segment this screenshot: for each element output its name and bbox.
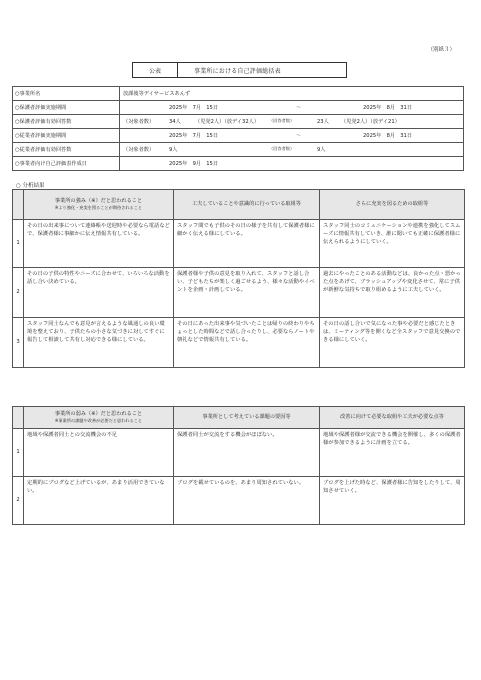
strength-cell: その日の出来事について連絡帳や送迎時や必要なら電話などで、保護者様に事細かに伝え情報共有している。 — [24, 220, 174, 268]
facility-name-label: ○事業所名 — [13, 87, 120, 101]
period-tilde: 〜 — [296, 133, 302, 139]
effort-header: 工夫していることや意識的に行っている取組等 — [174, 190, 320, 220]
improvement-cell: 過去にやったことのある活動などは、良かった点・悪かった点をあげて、ブラッシュアップや変化させて、常に子供が新鮮な気持ちで取り組めるように工夫していく。 — [320, 268, 465, 318]
num-header — [13, 190, 24, 220]
respondent-count-label: （回答者数） — [269, 118, 295, 123]
weakness-header-title: 事業所の弱み（※）だと思われること — [54, 411, 143, 418]
self-eval-date-label: ○事業者向け自己評価表作成日 — [13, 157, 120, 171]
effort-cell: その日にあった出来事や気づいたことは帰りの終わりやちょっとした時間などで話し合ったりし、必要ならノートや朝礼などで情報共有している。 — [174, 318, 320, 368]
staff-eval-start: 2025年 7月 15日 — [169, 133, 219, 139]
guardian-eval-count — [120, 115, 464, 129]
strength-cell: スタッフ同士なんでも意見が言えるような風通しの良い環境を整えており、子供たちの小さな気づきに対してすぐに報告して相談して共有し対応できる様にしている。 — [24, 318, 174, 368]
form-tag: （別紙３） — [427, 47, 455, 53]
guardian-eval-period-label: ○保護者評価実施期間 — [13, 101, 120, 115]
guardian-eval-start: 2025年 7月 15日 — [169, 105, 219, 111]
strength-cell: その日の子供の特性やニーズに合わせて、いろいろな活動を話し合い決めている。 — [24, 268, 174, 318]
improvement-header: さらに充実を図るための取組等 — [320, 190, 465, 220]
period-tilde: 〜 — [296, 105, 302, 111]
facility-name: 放課後等デイサービスあんず — [120, 87, 464, 101]
improvement-cell: スタッフ同士のコミュニケーションや連携を強化してスムーズに情報共有していき、誰に聞いても正確に保護者様に伝えられるようにしていく。 — [320, 220, 465, 268]
facility-info-table — [12, 86, 464, 171]
strength-header-note: ※より強化・充実を図ることが期待されること — [54, 205, 143, 211]
self-eval-date: 2025年 9月 15日 — [169, 161, 219, 167]
row-number: 2 — [13, 268, 24, 318]
guardian-target-detail: （児発2人）（放デイ32人） — [195, 119, 260, 125]
guardian-respondent-detail: （児発2人）（放デイ21） — [341, 119, 400, 125]
staff-eval-count-label: ○従業者評価有効回答数 — [13, 143, 120, 157]
num-header — [13, 407, 24, 429]
guardian-target-count: 34人 — [169, 119, 181, 125]
target-count-label: （対象者数） — [123, 119, 155, 125]
guardian-respondent-count: 23人 — [317, 119, 329, 125]
target-count-label: （対象者数） — [123, 147, 155, 153]
respondent-count-label: （回答者数） — [269, 146, 295, 151]
staff-respondent-count: 9人 — [317, 147, 326, 153]
row-number: 1 — [13, 429, 24, 477]
title-box — [132, 62, 347, 78]
improvement-cell: ブログを上げた時など、保護者様に告知をしたりして、周知させていく。 — [320, 477, 465, 525]
improvement-cell: 地域や保護者様が交流できる機会を開催し、多くの保護者様が参加できるように計画を立てる。 — [320, 429, 465, 477]
improvement-header: 改善に向けて必要な取組や工夫が必要な点等 — [320, 407, 465, 429]
cause-cell: 保護者同士が交流をする機会がほぼない。 — [174, 429, 320, 477]
guardian-eval-period — [120, 101, 464, 115]
row-number: 1 — [13, 220, 24, 268]
effort-cell: 保護者様や子供の意見を取り入れて、スタッフと話し合い、子どもたちが楽しく過ごせるよう、様々な活動やイベントを企画・計画している。 — [174, 268, 320, 318]
public-label: 公表 — [133, 63, 178, 77]
self-eval-date-cell — [120, 157, 464, 171]
cause-header: 事業所として考えている課題の要因等 — [174, 407, 320, 429]
guardian-eval-end: 2025年 8月 31日 — [363, 105, 413, 111]
staff-eval-period — [120, 129, 464, 143]
strength-header — [24, 190, 174, 220]
staff-target-count: 9人 — [169, 147, 178, 153]
row-number: 2 — [13, 477, 24, 525]
weaknesses-table — [12, 406, 465, 525]
staff-eval-end: 2025年 8月 31日 — [363, 133, 413, 139]
staff-eval-period-label: ○従業者評価実施期間 — [13, 129, 120, 143]
strength-header-title: 事業所の強み（※）だと思われること — [54, 198, 143, 205]
staff-eval-count — [120, 143, 464, 157]
cause-cell: ブログを載せているのを、あまり周知されていない。 — [174, 477, 320, 525]
guardian-eval-count-label: ○保護者評価有効回答数 — [13, 115, 120, 129]
weakness-header-note: ※事業所の課題や改善が必要だと思われること — [54, 418, 143, 424]
improvement-cell: その日の話し合いで気になった事や必要だと感じたときは、ミーティング等を開くなど全スタッフで意見交換のできる様にしていく。 — [320, 318, 465, 368]
analysis-section-label: ○ 分析結果 — [16, 183, 45, 189]
weakness-cell: 地域や保護者同士との交流機会の不足 — [24, 429, 174, 477]
effort-cell: スタッフ間でも子供のその日の様子を共有して保護者様に細かく伝える様にしている。 — [174, 220, 320, 268]
strengths-table — [12, 189, 465, 368]
weakness-header — [24, 407, 174, 429]
weakness-cell: 定期的にブログなど上げているが、あまり活用できていない。 — [24, 477, 174, 525]
row-number: 3 — [13, 318, 24, 368]
page-title: 事業所における自己評価総括表 — [194, 67, 281, 75]
